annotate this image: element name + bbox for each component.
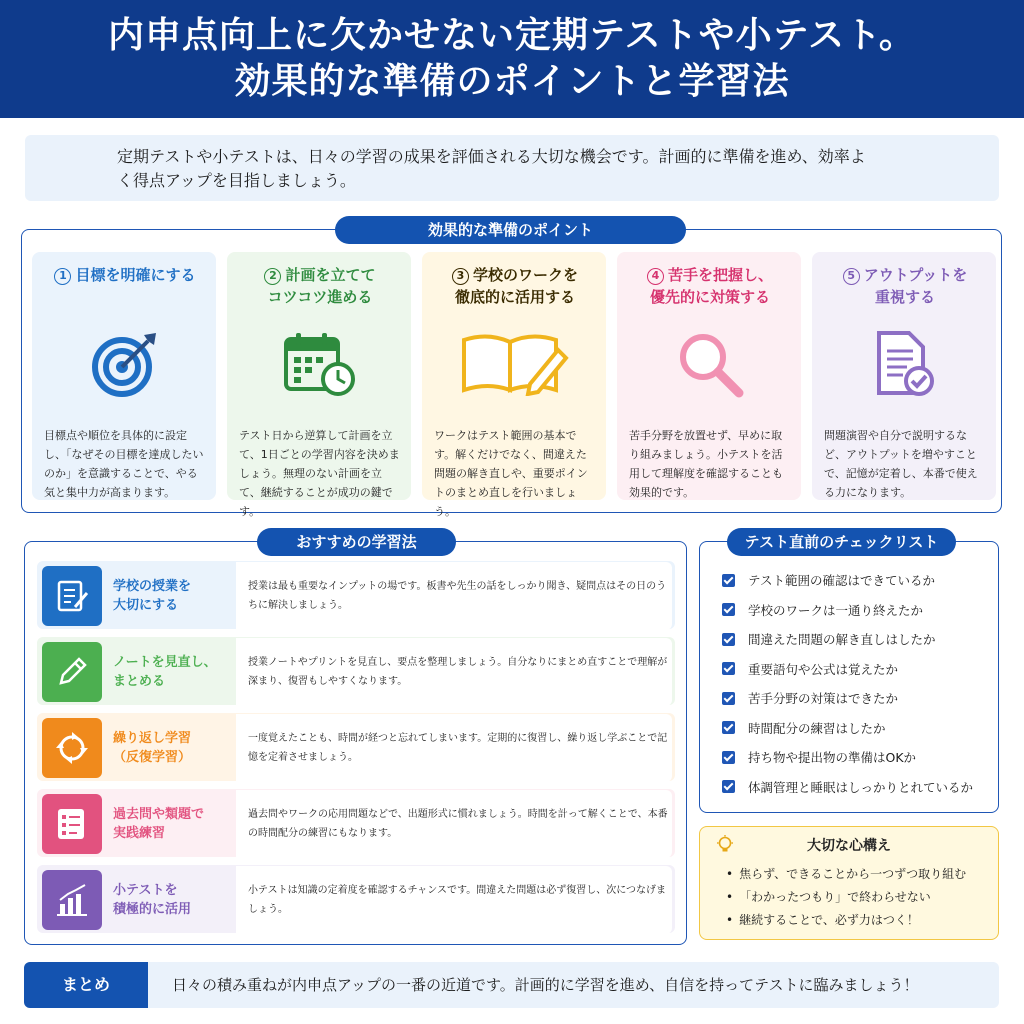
method-description: 授業は最も重要なインプットの場です。板書や先生の話をしっかり聞き、疑問点はその日のうちに解決しましょう。 — [236, 562, 672, 630]
checklist-heading: テスト直前のチェックリスト — [727, 528, 956, 556]
mindset-heading: 大切な心構え — [807, 838, 891, 854]
method-row — [37, 637, 675, 705]
point-card — [227, 252, 411, 518]
checklist-item-label: 重要語句や公式は覚えたか — [748, 661, 899, 677]
method-title: 過去問や類題で 実践練習 — [113, 807, 205, 841]
checkbox-checked-icon[interactable] — [722, 780, 735, 793]
preparation-points-section — [21, 229, 1002, 518]
checkbox-checked-icon[interactable] — [722, 574, 735, 587]
mindset-item: • 焦らず、できることから一つずつ取り組む — [726, 865, 966, 882]
point-description: 苦手分野を放置せず、早めに取り組みましょう。小テストを活用して理解度を確認することも効果的です。 — [629, 429, 783, 499]
checklist-item-label: 体調管理と睡眠はしっかりとれているか — [748, 779, 974, 795]
book-pencil-icon — [434, 316, 596, 412]
method-row — [37, 789, 675, 857]
checkbox-checked-icon[interactable] — [722, 603, 735, 616]
mindset-item: • 継続することで、必ず力はつく！ — [726, 911, 919, 928]
checklist-item-label: 持ち物や提出物の準備はOKか — [748, 750, 917, 765]
method-description: 一度覚えたことも、時間が経つと忘れてしまいます。定期的に復習し、繰り返し学ぶことで記憶を定着させましょう。 — [236, 714, 672, 782]
checklist-section — [699, 541, 999, 813]
checklist-icon — [42, 794, 102, 854]
point-title-text: アウトプットを 重視する — [863, 266, 968, 306]
point-title — [239, 264, 401, 312]
study-methods-heading: おすすめの学習法 — [257, 528, 456, 556]
checklist-item[interactable] — [722, 748, 916, 766]
method-row — [37, 713, 675, 781]
intro-line-1: 定期テストや小テストは、日々の学習の成果を評価される大切な機会です。計画的に準備を進め、効率よ — [117, 147, 866, 166]
pencil-icon — [42, 642, 102, 702]
checklist-item[interactable] — [722, 601, 923, 619]
checklist-item-label: 間違えた問題の解き直しはしたか — [748, 632, 936, 647]
point-title-text: 苦手を把握し、 優先的に対策する — [649, 266, 773, 306]
point-title — [44, 264, 206, 312]
preparation-points-heading: 効果的な準備のポイント — [335, 216, 686, 244]
checklist-item[interactable] — [722, 660, 898, 678]
method-description: 小テストは知識の定着度を確認するチャンスです。間違えた問題は必ず復習し、次につなげましょう。 — [236, 866, 672, 934]
checkbox-checked-icon[interactable] — [722, 721, 735, 734]
point-title — [824, 264, 986, 312]
point-number-badge: 4 — [647, 268, 664, 285]
mindset-item: • 「わかったつもり」で終わらせない — [726, 888, 931, 905]
point-number-badge: 2 — [264, 268, 281, 285]
method-row — [37, 865, 675, 933]
document-check-icon — [824, 316, 986, 412]
checkbox-checked-icon[interactable] — [722, 751, 735, 764]
point-title-text: 計画を立てて コツコツ進める — [267, 266, 376, 306]
point-card — [422, 252, 606, 518]
point-card — [617, 252, 801, 500]
point-number-badge: 5 — [843, 268, 860, 285]
page-title-line-2: 効果的な準備のポイントと学習法 — [234, 61, 790, 102]
method-description: 授業ノートやプリントを見直し、要点を整理しましょう。自分なりにまとめ直すことで理解が深まり、復習もしやすくなります。 — [236, 638, 672, 706]
point-description: ワークはテスト範囲の基本です。解くだけでなく、間違えた問題の解き直しや、重要ポイントのまとめ直しを行いましょう。 — [434, 429, 588, 518]
point-description: テスト日から逆算して計画を立て、1日ごとの学習内容を決めましょう。無理のない計画を立て、継続することが成功の鍵です。 — [239, 429, 400, 518]
checklist-item-label: テスト範囲の確認はできているか — [748, 573, 936, 588]
study-methods-section — [24, 541, 687, 945]
checklist-item-label: 時間配分の練習はしたか — [748, 720, 886, 736]
intro-box — [25, 135, 999, 201]
method-title: 小テストを 積極的に活用 — [113, 883, 192, 917]
method-title: 学校の授業を 大切にする — [113, 579, 192, 613]
method-title: 繰り返し学習 （反復学習） — [113, 731, 192, 765]
checklist-item[interactable] — [722, 689, 898, 707]
checklist-item[interactable] — [722, 719, 886, 737]
checkbox-checked-icon[interactable] — [722, 692, 735, 705]
point-title-text: 目標を明確にする — [75, 266, 196, 284]
checkbox-checked-icon[interactable] — [722, 662, 735, 675]
point-title-text: 学校のワークを 徹底的に活用する — [454, 266, 578, 306]
checklist-item[interactable] — [722, 630, 936, 648]
method-row — [37, 561, 675, 629]
point-title — [434, 264, 596, 312]
point-number-badge: 3 — [452, 268, 469, 285]
method-description: 過去問やワークの応用問題などで、出題形式に慣れましょう。時間を計って解くことで、本番の時間配分の練習にもなります。 — [236, 790, 672, 858]
point-card — [812, 252, 996, 500]
mindset-box — [699, 826, 999, 940]
point-card — [32, 252, 216, 500]
point-description: 目標点や順位を具体的に設定し、「なぜその目標を達成したいのか」を意識することで、やる気と集中力が高まります。 — [44, 429, 204, 499]
checklist-item-label: 苦手分野の対策はできたか — [748, 691, 899, 706]
header-banner — [0, 0, 1024, 118]
notebook-pen-icon — [42, 566, 102, 626]
page-title-line-1: 内申点向上に欠かせない定期テストや小テスト。 — [108, 15, 916, 56]
checkbox-checked-icon[interactable] — [722, 633, 735, 646]
checklist-item[interactable] — [722, 571, 935, 589]
summary-label: まとめ — [24, 962, 148, 1008]
magnifier-icon — [629, 316, 791, 412]
method-title: ノートを見直し、 まとめる — [113, 655, 217, 689]
target-icon — [44, 316, 206, 412]
checklist-item[interactable] — [722, 778, 973, 796]
point-number-badge: 1 — [54, 268, 71, 285]
summary-text: 日々の積み重ねが内申点アップの一番の近道です。計画的に学習を進め、自信を持ってテストに臨みましょう！ — [172, 976, 919, 994]
intro-line-2: く得点アップを目指しましょう。 — [117, 171, 356, 190]
checklist-item-label: 学校のワークは一通り終えたか — [748, 602, 924, 618]
point-description: 問題演習や自分で説明するなど、アウトプットを増やすことで、記憶が定着し、本番で使える力になります。 — [824, 429, 978, 499]
bar-chart-icon — [42, 870, 102, 930]
summary-bar — [24, 962, 999, 1008]
calendar-clock-icon — [239, 316, 401, 412]
point-title — [629, 264, 791, 312]
repeat-cycle-icon — [42, 718, 102, 778]
